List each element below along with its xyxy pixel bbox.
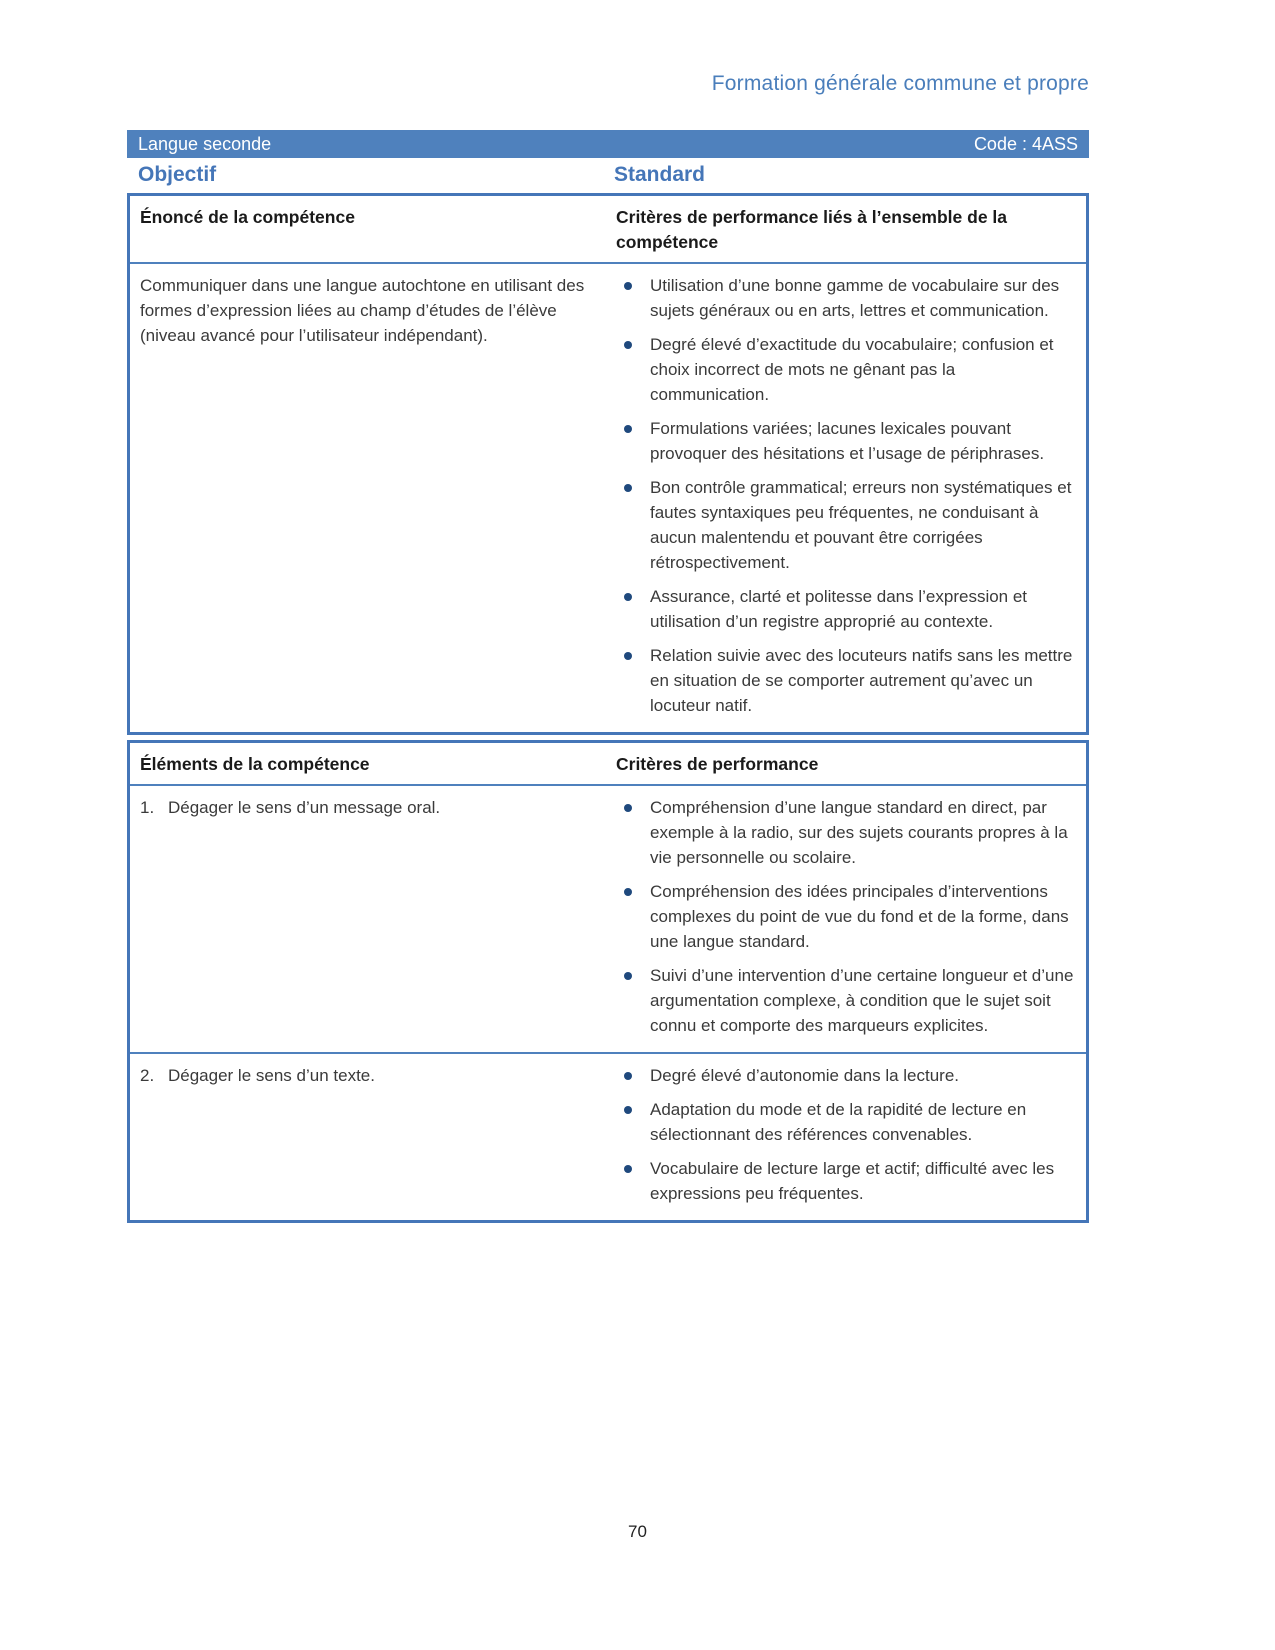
table2-header-left: Éléments de la compétence [140, 754, 370, 774]
bullet-icon [624, 1165, 632, 1173]
criteria-list [616, 1063, 1078, 1206]
criterion-text: Utilisation d’une bonne gamme de vocabulaire sur des sujets généraux ou en arts, lettres et communication. [650, 276, 1060, 320]
element-number: 1. [140, 798, 155, 817]
criterion-item [616, 643, 1078, 718]
criterion-item [616, 1097, 1078, 1147]
criterion-item [616, 879, 1078, 954]
element-row [130, 786, 1086, 1052]
standard-heading: Standard [614, 163, 706, 186]
bullet-icon [624, 1106, 632, 1114]
competency-statement-table [127, 193, 1089, 735]
table1-header-right: Critères de performance liés à l’ensemble de la compétence [616, 207, 1008, 252]
element-number: 2. [140, 1066, 155, 1085]
banner-subject-label: Langue seconde [138, 133, 272, 154]
bullet-icon [624, 652, 632, 660]
criteria-list [616, 273, 1078, 718]
bullet-icon [624, 804, 632, 812]
criterion-text: Degré élevé d’autonomie dans la lecture. [650, 1066, 960, 1085]
table2-header-row [130, 743, 1086, 786]
running-header: Formation générale commune et propre [711, 72, 1089, 95]
bullet-icon [624, 593, 632, 601]
competency-statement-text: Communiquer dans une langue autochtone en utilisant des formes d’expression liées au champ d’études de l’élève (niveau avancé pour l’utilisateur indépendant). [140, 276, 585, 345]
criterion-item [616, 273, 1078, 323]
criterion-text: Degré élevé d’exactitude du vocabulaire; confusion et choix incorrect de mots ne gênant pas la communication. [650, 335, 1054, 404]
element-row [130, 1052, 1086, 1220]
bullet-icon [624, 1072, 632, 1080]
objectif-heading: Objectif [138, 163, 217, 186]
criterion-item [616, 1156, 1078, 1206]
criterion-text: Suivi d’une intervention d’une certaine longueur et d’une argumentation complexe, à condition que le sujet soit connu et comporte des marqueurs explicites. [650, 966, 1074, 1035]
table1-criteria-cell [608, 273, 1086, 720]
table2-header-right: Critères de performance [616, 754, 819, 774]
bullet-icon [624, 972, 632, 980]
criterion-item [616, 584, 1078, 634]
criterion-text: Assurance, clarté et politesse dans l’expression et utilisation d’un registre approprié au contexte. [650, 587, 1028, 631]
criterion-item [616, 963, 1078, 1038]
table1-header-left: Énoncé de la compétence [140, 207, 355, 227]
criterion-item [616, 332, 1078, 407]
table1-header-row [130, 196, 1086, 264]
element-criteria-cell [608, 795, 1086, 1040]
bullet-icon [624, 341, 632, 349]
criterion-text: Adaptation du mode et de la rapidité de lecture en sélectionnant des références convenables. [650, 1100, 1027, 1144]
element-cell [130, 795, 608, 1040]
criterion-text: Bon contrôle grammatical; erreurs non systématiques et fautes syntaxiques peu fréquentes, ne conduisant à aucun malentendu et pouvant être corrigées rétrospectivement. [650, 478, 1072, 572]
element-cell [130, 1063, 608, 1208]
page-number: 70 [628, 1522, 647, 1541]
element-text: Dégager le sens d’un texte. [168, 1066, 375, 1085]
criterion-item [616, 1063, 1078, 1088]
competency-elements-table [127, 740, 1089, 1223]
bullet-icon [624, 484, 632, 492]
criterion-text: Vocabulaire de lecture large et actif; difficulté avec les expressions peu fréquentes. [650, 1159, 1055, 1203]
page-content [127, 0, 1089, 1223]
element-criteria-cell [608, 1063, 1086, 1208]
criterion-text: Compréhension des idées principales d’interventions complexes du point de vue du fond et de la forme, dans une langue standard. [650, 882, 1069, 951]
criterion-item [616, 795, 1078, 870]
criterion-text: Formulations variées; lacunes lexicales pouvant provoquer des hésitations et l’usage de périphrases. [650, 419, 1045, 463]
criterion-text: Compréhension d’une langue standard en direct, par exemple à la radio, sur des sujets courants propres à la vie personnelle ou scolaire. [650, 798, 1068, 867]
banner-code-label: Code : 4ASS [973, 133, 1078, 154]
criterion-item [616, 416, 1078, 466]
criterion-text: Relation suivie avec des locuteurs natifs sans les mettre en situation de se comporter autrement qu’avec un locuteur natif. [650, 646, 1073, 715]
criteria-list [616, 795, 1078, 1038]
criterion-item [616, 475, 1078, 575]
table1-body-row [130, 264, 1086, 732]
column-headings [127, 163, 1089, 187]
bullet-icon [624, 888, 632, 896]
element-text: Dégager le sens d’un message oral. [168, 798, 441, 817]
bullet-icon [624, 282, 632, 290]
subject-banner [127, 130, 1089, 158]
bullet-icon [624, 425, 632, 433]
